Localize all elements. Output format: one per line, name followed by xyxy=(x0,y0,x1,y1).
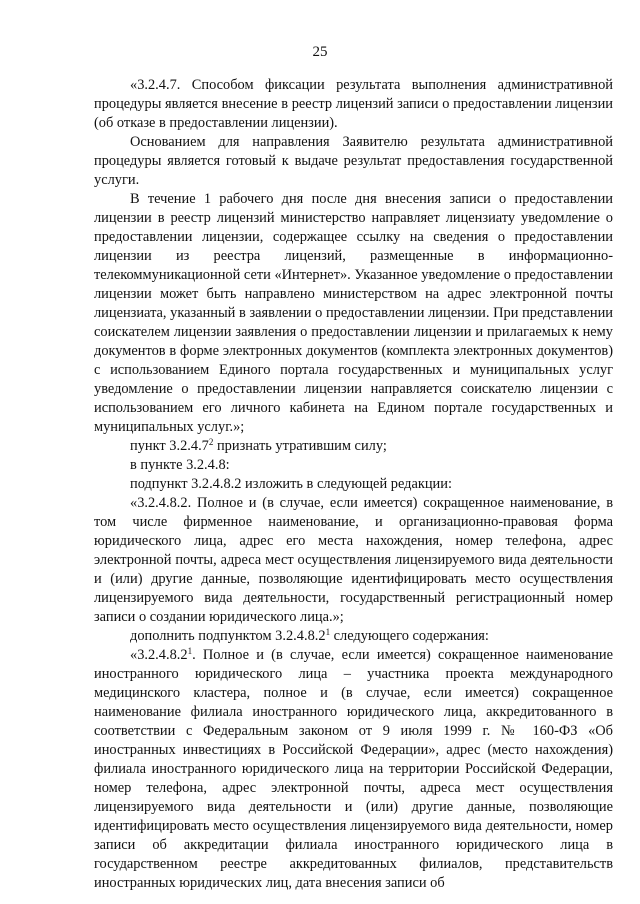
paragraph: подпункт 3.2.4.8.2 изложить в следующей редакции: xyxy=(130,476,452,492)
paragraph: в пункте 3.2.4.8: xyxy=(130,457,230,473)
paragraph xyxy=(94,437,613,456)
paragraph: Основанием для направления Заявителю результата административной процедуры является готовый к выдаче результат предоставления государственной услуги. xyxy=(94,134,613,188)
paragraph: В течение 1 рабочего дня после дня внесения записи о предоставлении лицензии в реестр лицензий министерство направляет лицензиату уведомление о предоставлении лицензии, содержащее ссылку на сведения о предоставлении лицензии из реестра лицензий, размещенные в информационно-телекоммуникационной сети «Интернет». Указанное уведомление о предоставлении лицензии может быть направлено министерством на адрес электронной почты лицензиата, указанный в заявлении о предоставлении лицензии. При представлении соискателем лицензии заявления о предоставлении лицензии и прилагаемых к нему документов в форме электронных документов (комплекта электронных документов) с использованием Единого портала государственных и муниципальных услуг уведомление о предоставлении лицензии направляется соискателю лицензии с использованием его личного кабинета на Едином портале государственных и муниципальных услуг.»; xyxy=(94,191,613,435)
document-body xyxy=(94,76,613,893)
superscript: 2 xyxy=(208,437,214,447)
paragraph: «3.2.4.7. Способом фиксации результата выполнения административной процедуры является внесение в реестр лицензий записи о предоставлении лицензии (об отказе в предоставлении лицензии). xyxy=(94,77,613,131)
paragraph-text: дополнить подпунктом 3.2.4.8.2 xyxy=(130,628,326,644)
page-number: 25 xyxy=(312,44,328,60)
paragraph-text: «3.2.4.8.2 xyxy=(130,647,188,663)
paragraph: «3.2.4.8.2. Полное и (в случае, если имеется) сокращенное наименование, в том числе фирменное наименование, и организационно-правовая форма юридического лица, адрес его места нахождения, номер телефона, адрес электронной почты, адреса мест осуществления лицензируемого вида деятельности и (или) другие данные, позволяющие идентифицировать место осуществления лицензируемого вида деятельности, государственный регистрационный номер записи о создании юридического лица.»; xyxy=(94,495,613,625)
paragraph-text: пункт 3.2.4.7 xyxy=(130,438,209,454)
superscript: 1 xyxy=(325,627,331,637)
superscript: 1 xyxy=(187,646,193,656)
paragraph xyxy=(94,627,613,646)
paragraph-text: . Полное и (в случае, если имеется) сокращенное наименование иностранного юридического лица – участника проекта международного медицинского кластера, полное и (в случае, если имеется) сокращенное наименование филиала иностранного юридического лица, аккредитованного в соответствии с Федеральным законом от 9 июля 1999 г. № 160-ФЗ «Об иностранных инвестициях в Российской Федерации», адрес (место нахождения) филиала иностранного юридического лица на территории Российской Федерации, номер телефона, адрес электронной почты, адреса мест осуществления лицензируемого вида деятельности и (или) другие данные, позволяющие идентифицировать место осуществления лицензируемого вида деятельности, номер записи об аккредитации филиала иностранного юридического лица в государственном реестре аккредитованных филиалов, представительств иностранных юридических лиц, дата внесения записи об xyxy=(94,647,613,891)
paragraph xyxy=(94,646,613,893)
paragraph-text: признать утратившим силу; xyxy=(213,438,387,454)
paragraph-text: следующего содержания: xyxy=(330,628,489,644)
